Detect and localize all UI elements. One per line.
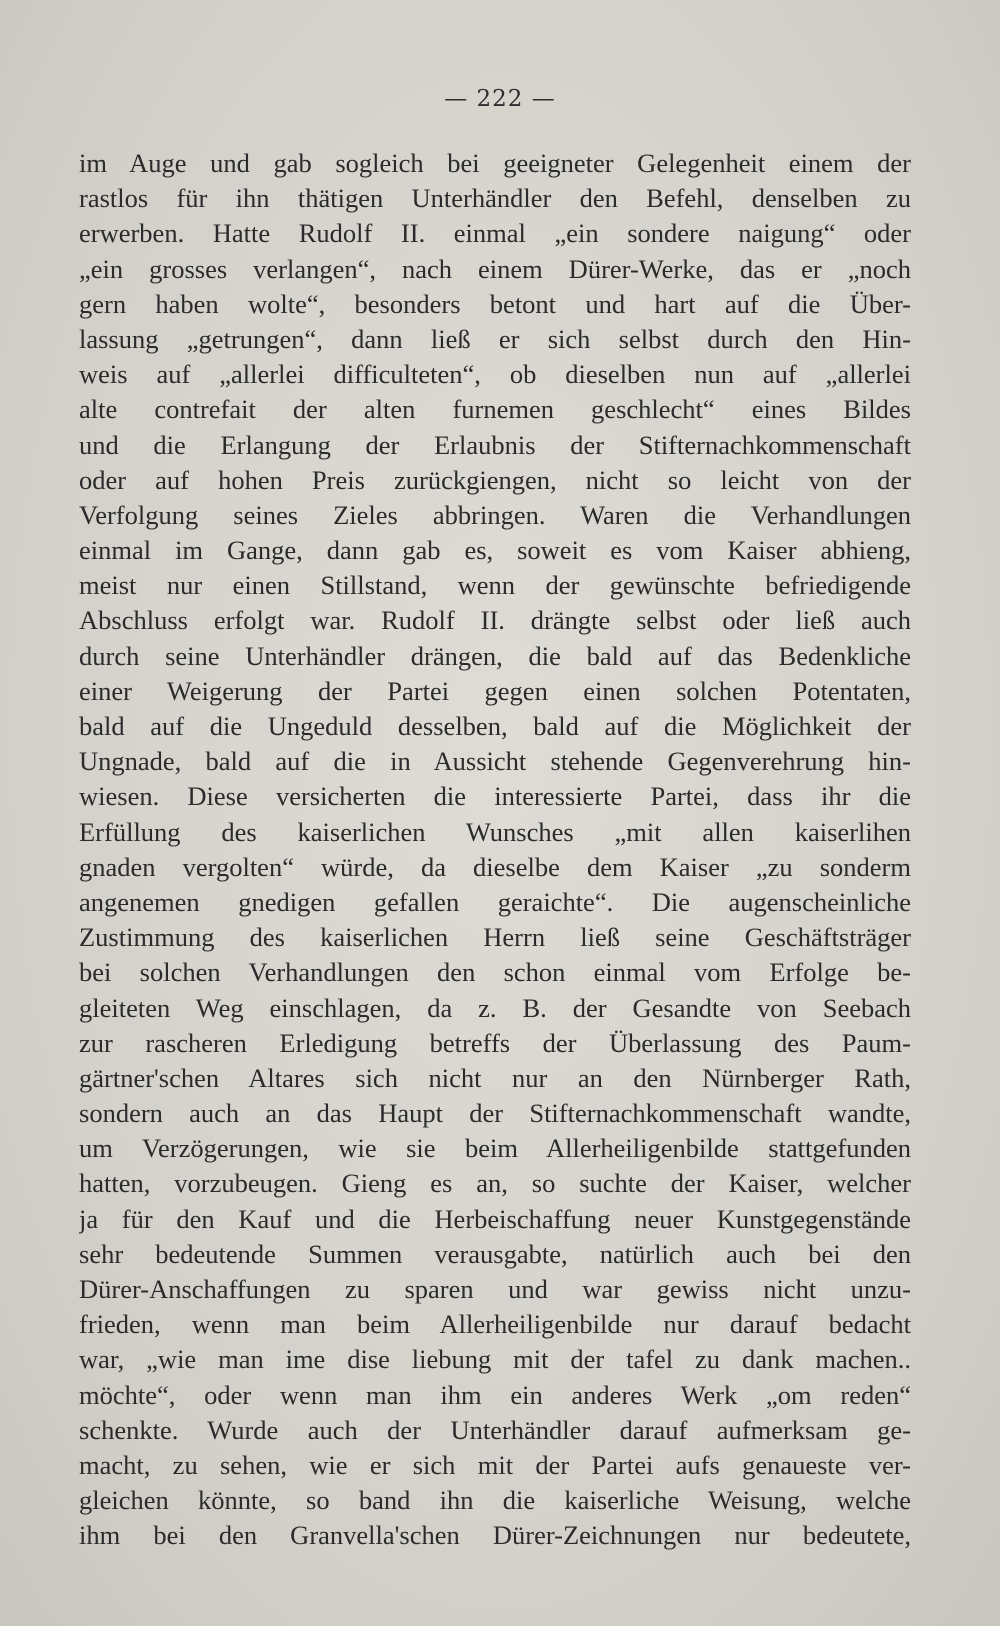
text-line: um Verzögerungen, wie sie beim Allerheiligenbilde stattgefunden [79,1133,911,1164]
text-line: einmal im Gange, dann gab es, soweit es vom Kaiser abhieng, [79,535,911,566]
text-line: Erfüllung des kaiserlichen Wunsches „mit allen kaiserlihen [79,816,911,847]
text-line: ja für den Kauf und die Herbeischaffung neuer Kunstgegenstände [79,1203,911,1234]
text-line: Zustimmung des kaiserlichen Herrn ließ seine Geschäftsträger [79,922,911,953]
text-line: macht, zu sehen, wie er sich mit der Partei aufs genaueste ver- [79,1449,911,1480]
text-line: gern haben wolte“, besonders betont und hart auf die Über- [79,288,911,319]
text-line: ihm bei den Granvella'schen Dürer-Zeichnungen nur bedeutete, [79,1520,911,1551]
text-line: alte contrefait der alten furnemen geschlecht“ eines Bildes [79,394,911,425]
text-line: einer Weigerung der Partei gegen einen solchen Potentaten, [79,675,911,706]
text-line: lassung „getrungen“, dann ließ er sich selbst durch den Hin- [79,323,911,354]
text-line: Verfolgung seines Zieles abbringen. Waren die Verhandlungen [79,499,911,530]
text-line: und die Erlangung der Erlaubnis der Stifternachkommenschaft [79,429,911,460]
text-line: oder auf hohen Preis zurückgiengen, nicht so leicht von der [79,464,911,495]
text-line: möchte“, oder wenn man ihm ein anderes Werk „om reden“ [79,1379,911,1410]
body-text [79,146,911,1554]
text-line: meist nur einen Stillstand, wenn der gewünschte befriedigende [79,570,911,601]
text-line: weis auf „allerlei difficulteten“, ob dieselben nun auf „allerlei [79,359,911,390]
text-line: gleichen könnte, so band ihn die kaiserliche Weisung, welche [79,1485,911,1516]
text-line: Abschluss erfolgt war. Rudolf II. drängte selbst oder ließ auch [79,605,911,636]
text-line: hatten, vorzubeugen. Gieng es an, so suchte der Kaiser, welcher [79,1168,911,1199]
text-line: angenemen gnedigen gefallen geraichte“. Die augenscheinliche [79,886,911,917]
text-line: erwerben. Hatte Rudolf II. einmal „ein sondere naigung“ oder [79,218,911,249]
text-line: „ein grosses verlangen“, nach einem Dürer-Werke, das er „noch [79,253,911,284]
text-line: gärtner'schen Altares sich nicht nur an den Nürnberger Rath, [79,1062,911,1093]
text-line: durch seine Unterhändler drängen, die bald auf das Bedenkliche [79,640,911,671]
page-number: — 222 — [444,86,556,112]
text-line: gleiteten Weg einschlagen, da z. B. der Gesandte von Seebach [79,992,911,1023]
text-line: bald auf die Ungeduld desselben, bald auf die Möglichkeit der [79,711,911,741]
text-line: war, „wie man ime dise liebung mit der tafel zu dank machen.. [79,1344,911,1375]
text-line: Dürer-Anschaffungen zu sparen und war gewiss nicht unzu- [79,1274,911,1304]
text-line: bei solchen Verhandlungen den schon einmal vom Erfolge be- [79,957,911,988]
text-line: zur rascheren Erledigung betreffs der Überlassung des Paum- [79,1027,911,1058]
text-line: sondern auch an das Haupt der Stifternachkommenschaft wandte, [79,1098,911,1129]
text-line: frieden, wenn man beim Allerheiligenbilde nur darauf bedacht [79,1309,911,1340]
text-line: gnaden vergolten“ würde, da dieselbe dem Kaiser „zu sonderm [79,851,911,882]
text-line: im Auge und gab sogleich bei geeigneter Gelegenheit einem der [79,148,911,178]
text-line: schenkte. Wurde auch der Unterhändler darauf aufmerksam ge- [79,1414,911,1445]
text-line: Ungnade, bald auf die in Aussicht stehende Gegenverehrung hin- [79,746,911,777]
text-line: rastlos für ihn thätigen Unterhändler den Befehl, denselben zu [79,183,911,214]
text-line: sehr bedeutende Summen verausgabte, natürlich auch bei den [79,1238,911,1269]
text-line: wiesen. Diese versicherten die interessierte Partei, dass ihr die [79,781,911,812]
